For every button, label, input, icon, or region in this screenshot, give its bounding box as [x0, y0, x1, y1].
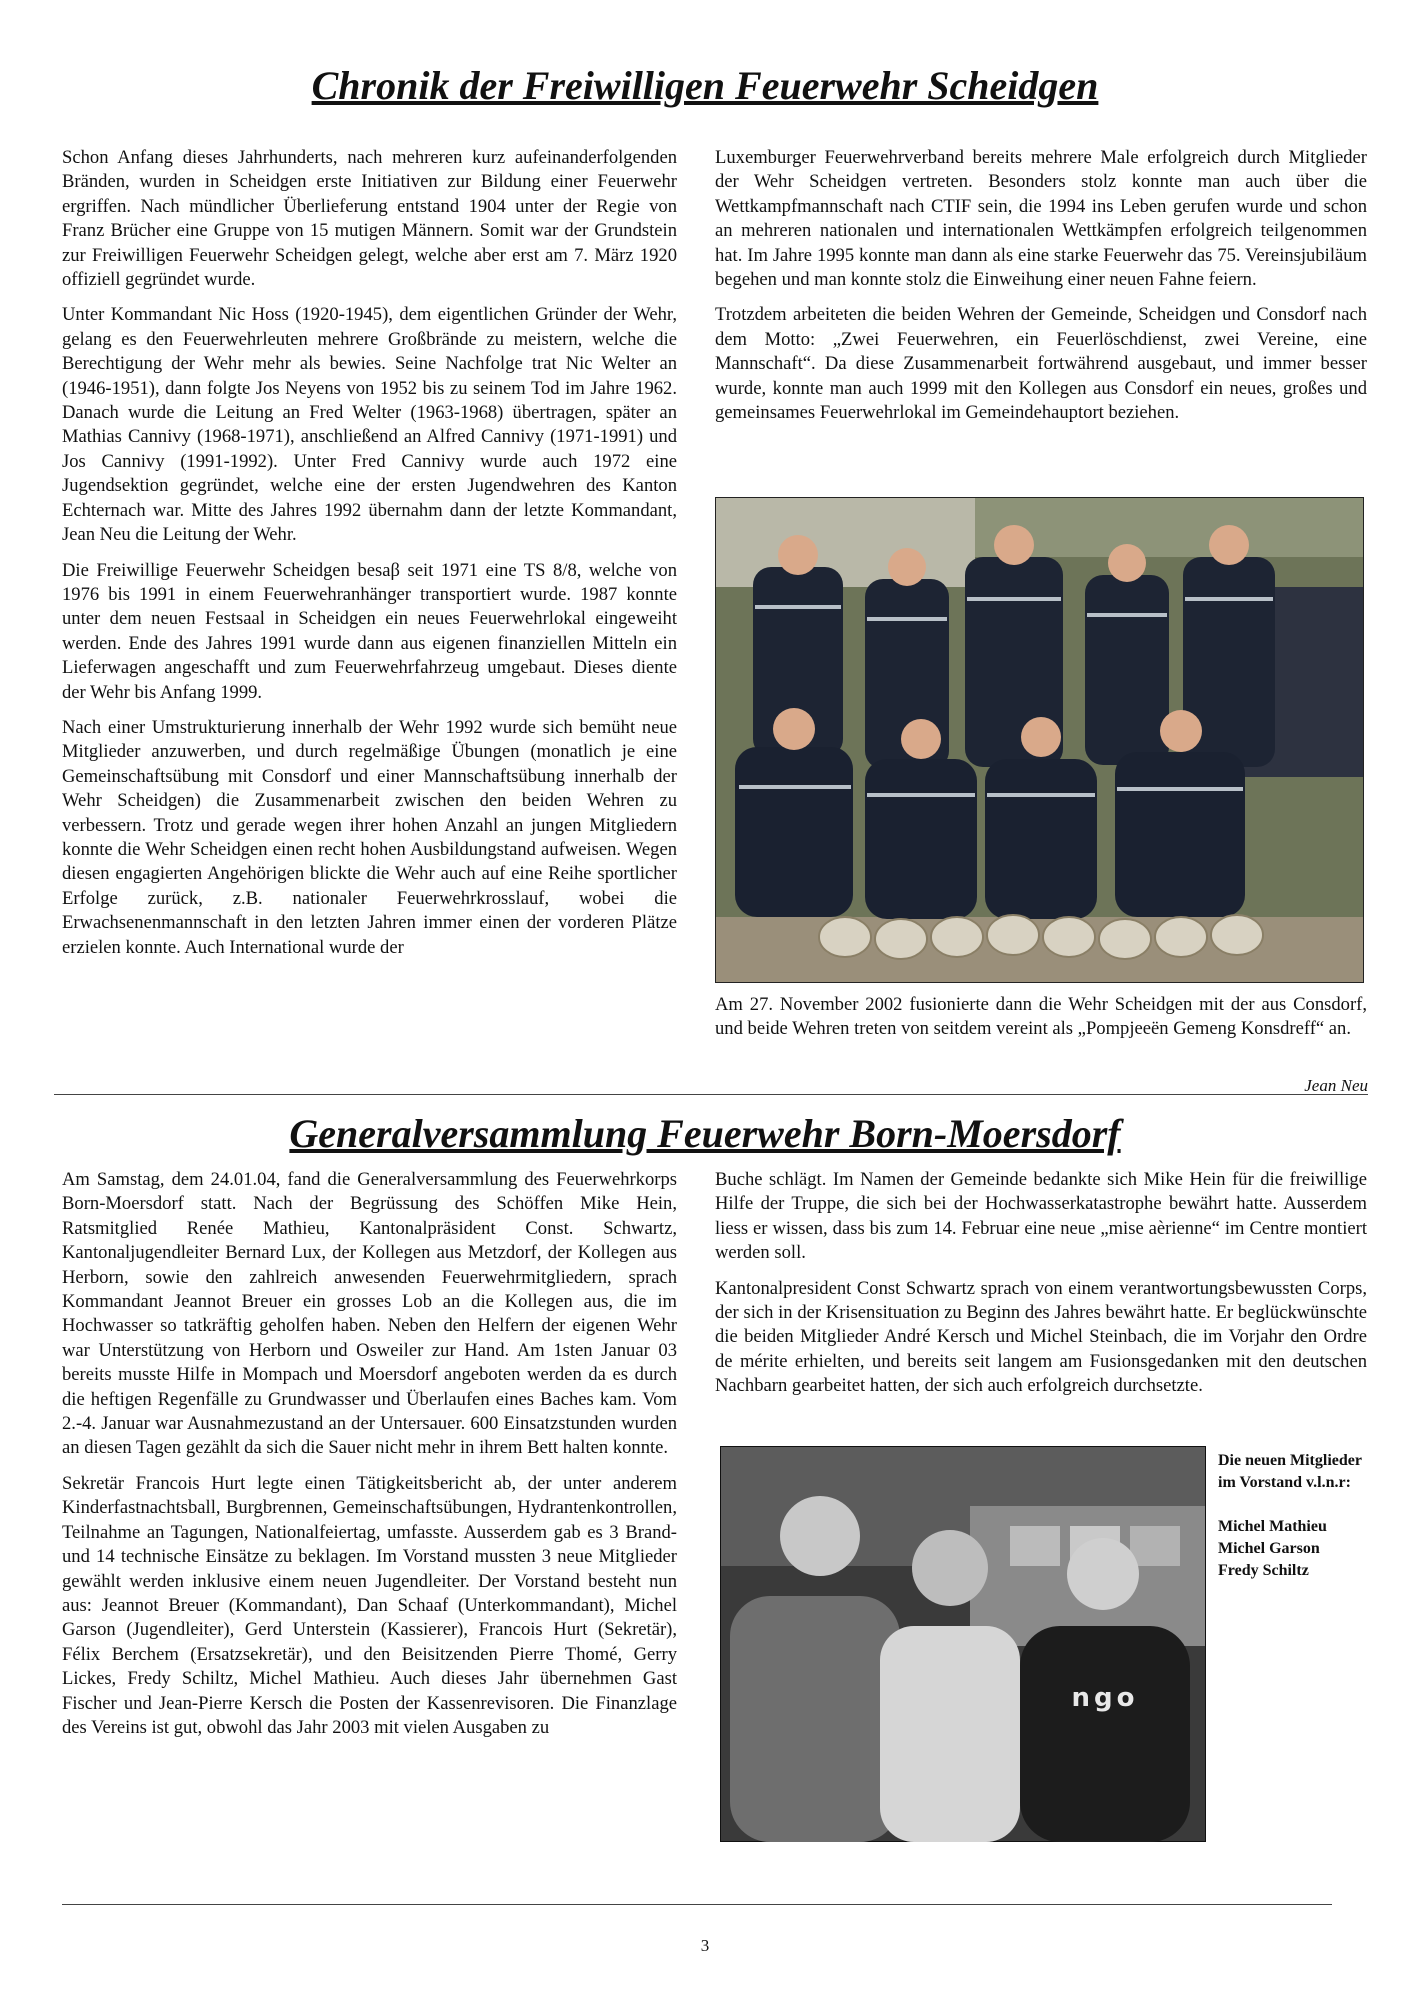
paragraph: Die Freiwillige Feuerwehr Scheidgen besaβ seit 1971 eine TS 8/8, welche von 1976 bis 1991 in einem Feuerwehranhänger transportiert wurde. 1987 konnte unter dem neuen Festsaal in Scheidgen ein neues Feuerwehrlokal eingeweiht werden. Ende des Jahres 1991 wurde dann aus eigenen finanziellen Mitteln ein Lieferwagen angeschafft und zum Feuerwehrfahrzeug umgebaut. Dieses diente der Wehr bis Anfang 1999.: [62, 559, 677, 703]
paragraph: Schon Anfang dieses Jahrhunderts, nach mehreren kurz aufeinanderfolgenden Bränden, wurden in Scheidgen erste Initiativen zur Bildung einer Feuerwehr ergriffen. Nach mündlicher Überlieferung entstand 1904 unter der Regie von Franz Brücher eine Gruppe von 15 mutigen Männern. Somit war der Grundstein zur Freiwilligen Feuerwehr Scheidgen gelegt, welche aber erst am 7. März 1920 offiziell gegründet wurde.: [62, 147, 677, 291]
article2-right-column: [715, 1168, 1367, 1410]
paragraph: Sekretär Francois Hurt legte einen Tätigkeitsbericht ab, der unter anderem Kinderfastnachtsball, Burgbrennen, Gemeinschaftsübungen, Hydrantenkontrollen, Teilnahme an Tagungen, Nationalfeiertag, umfasste. Ausserdem gab es 3 Brand- und 14 technische Einsätze zu beklagen. Im Vorstand mussten 3 neue Mitglieder gewählt werden inklusive einem neuen Jugendleiter. Der Vorstand besteht nun aus: Jeannot Breuer (Kommandant), Dan Schaaf (Unterkommandant), Michel Garson (Jugendleiter), Gerd Unterstein (Kassierer), Francois Hurt (Sekretär), Félix Berchem (Ersatzsekretär), und den Beisitzenden Pierre Thomé, Gerry Lickes, Fredy Schiltz, Michel Mathieu. Auch dieses Jahr übernehmen Gast Fischer und Jean-Pierre Kersch die Posten der Kassenrevisoren. Die Finanzlage des Vereins ist gut, obwohl das Jahr 2003 mit vielen Ausgaben zu: [62, 1472, 677, 1738]
caption-name: Fredy Schiltz: [1218, 1562, 1309, 1579]
firefighter-group-photo: [715, 497, 1364, 983]
paragraph: Am Samstag, dem 24.01.04, fand die Generalversammlung des Feuerwehrkorps Born-Moersdorf statt. Nach der Begrüssung des Schöffen Mike Hein, Ratsmitglied Renée Mathieu, Kantonalpräsident Const. Schwartz, Kantonaljugendleiter Bernard Lux, der Kollegen aus Metzdorf, der Kollegen aus Herborn, sowie den zahlreich anwesenden Feuerwehrmitgliedern, sprach Kommandant Jeannot Breuer ein grosses Lob an die Kollegen aus, die im Hochwasser so tatkräftig geholfen haben. Neben den Helfern der eigenen Wehr war Unterstützung von Herborn und Osweiler zur Hand. Am 1sten Januar 03 bereits musste Hilfe in Mompach und Moersdorf angeboten werden da es durch die heftigen Regenfälle zu Grundwasser und Überlaufen eines Baches kam. Vom 2.-4. Januar war Ausnahmezustand an der Untersauer. 600 Einsatzstunden wurden an diesen Tagen gezählt da sich die Sauer nicht mehr in ihrem Bett halten konnte.: [62, 1169, 677, 1459]
page-number: 3: [700, 1936, 710, 1955]
author-signature: Jean Neu: [1304, 1076, 1368, 1095]
article1-closing: [715, 993, 1367, 1042]
article2-left-column: [62, 1168, 677, 1740]
paragraph: Nach einer Umstrukturierung innerhalb der Wehr 1992 wurde sich bemüht neue Mitglieder anzuwerben, und durch regelmäßige Übungen (monatlich je eine Gemeinschaftsübung mit Consdorf und einer Mannschaftsübung innerhalb der Wehr Scheidgen) die Zusammenarbeit zwischen den beiden Wehren zu verbessern. Trotz und gerade wegen ihrer hohen Anzahl an jungen Mitgliedern konnte die Wehr Scheidgen einen recht hohen Ausbildungstand aufweisen. Wegen diesen engagierten Angehörigen blickte die Wehr auch auf eine Reihe sportlicher Erfolge zurück, z.B. nationaler Feuerwehrkrosslauf, wobei die Erwachsenenmannschaft in den letzten Jahren immer einen der vorderen Plätze erzielen konnte. Auch International wurde der: [62, 716, 677, 958]
paragraph: Luxemburger Feuerwehrverband bereits mehrere Male erfolgreich durch Mitglieder der Wehr Scheidgen vertreten. Besonders stolz konnte man auch über die Wettkampfmannschaft nach CTIF sein, die 1994 ins Leben gerufen wurde und schon an mehreren nationalen und internationalen Wettkämpfen erfolgreich teilgenommen hat. Im Jahre 1995 konnte man dann als eine starke Feuerwehr das 75. Vereinsjubiläum begehen und man konnte stolz die Einweihung einer neuen Fahne feiern.: [715, 147, 1367, 291]
section-divider: [54, 1094, 1368, 1095]
caption-name: Michel Mathieu: [1218, 1518, 1327, 1535]
article2-title: Generalversammlung Feuerwehr Born-Moersdorf: [289, 1111, 1121, 1156]
article1-right-column: [715, 146, 1367, 436]
caption-name: Michel Garson: [1218, 1540, 1320, 1557]
caption-title: Die neuen Mitglieder im Vorstand v.l.n.r:: [1218, 1452, 1362, 1491]
paragraph: Trotzdem arbeiteten die beiden Wehren der Gemeinde, Scheidgen und Consdorf nach dem Motto: „Zwei Feuerwehren, ein Feuerlöschdienst, zwei Vereine, eine Mannschaft“. Da diese Zusammenarbeit fortwährend ausgebaut, und immer besser wurde, konnte man auch 1999 mit den Kollegen aus Consdorf ein neues, großes und gemeinsames Feuerwehrlokal im Gemeindehauptort beziehen.: [715, 304, 1367, 424]
article1-title: Chronik der Freiwilligen Feuerwehr Scheidgen: [311, 63, 1099, 108]
paragraph: Kantonalpresident Const Schwartz sprach von einem verantwortungsbewussten Corps, der sich in der Krisensituation zu Beginn des Jahres bewährt hatte. Er beglückwünschte die beiden Mitglieder André Kersch und Michel Steinbach, die im Vorjahr den Ordre de mérite erhielten, und bereits seit langem am Fusionsgedanken mit den deutschen Nachbarn gearbeitet hatten, der sich auch erfolgreich durchsetzte.: [715, 1277, 1367, 1397]
paragraph: Unter Kommandant Nic Hoss (1920-1945), dem eigentlichen Gründer der Wehr, gelang es den Feuerwehrleuten mehrere Großbrände zu meistern, welche die Berechtigung der Wehr mehr als bewies. Seine Nachfolge trat Nic Welter an (1946-1951), dann folgte Jos Neyens von 1952 bis zu seinem Tod im Jahre 1962. Danach wurde die Leitung an Fred Welter (1963-1968) übertragen, später an Mathias Cannivy (1968-1971), anschließend an Alfred Cannivy (1971-1991) und Jos Cannivy (1991-1992). Unter Fred Cannivy wurde auch 1972 eine Jugendsektion gegründet, welche eine der ersten Jugendwehren des Kanton Echternach war. Mitte des Jahres 1992 übernahm dann der letzte Kommandant, Jean Neu die Leitung der Wehr.: [62, 304, 677, 546]
paragraph: Am 27. November 2002 fusionierte dann die Wehr Scheidgen mit der aus Consdorf, und beide Wehren treten von seitdem vereint als „Pompjeeën Gemeng Konsdreff“ an.: [715, 994, 1367, 1040]
article1-left-column: [62, 146, 677, 960]
board-members-photo: [720, 1446, 1206, 1842]
paragraph: Buche schlägt. Im Namen der Gemeinde bedankte sich Mike Hein für die freiwillige Hilfe der Truppe, die sich bei der Hochwasserkatastrophe bewährt hatte. Ausserdem liess er wissen, dass bis zum 14. Februar eine neue „mise aèrienne“ im Centre montiert werden soll.: [715, 1169, 1367, 1264]
photo-caption: [1218, 1450, 1368, 1582]
sweater-text: ngo: [1071, 1683, 1139, 1713]
footer-rule: [62, 1904, 1332, 1905]
